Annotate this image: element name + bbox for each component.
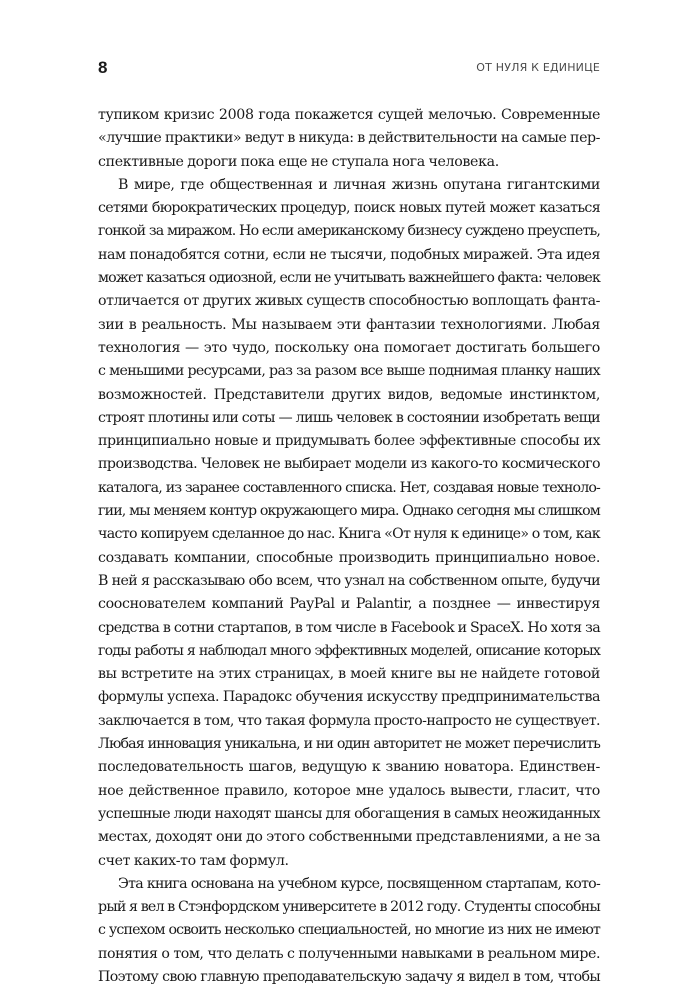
text-line: ное действенное правило, которое мне удалось вывести, гласит, что bbox=[98, 782, 600, 799]
text-line: сетями бюрократических процедур, поиск новых путей может казаться bbox=[98, 200, 600, 217]
running-title: ОТ НУЛЯ К ЕДИНИЦЕ bbox=[476, 61, 600, 74]
text-line: В мире, где общественная и личная жизнь опутана гигантскими bbox=[118, 176, 600, 193]
page-header bbox=[98, 58, 600, 82]
text-line: создавать компании, способные производить принципиально новое. bbox=[98, 549, 600, 566]
text-line: нам понадобятся сотни, если не тысячи, подобных миражей. Эта идея bbox=[98, 246, 600, 263]
text-line: отличается от других живых существ способностью воплощать фанта- bbox=[98, 293, 600, 310]
text-line: технология — это чудо, поскольку она помогает достигать большего bbox=[98, 339, 600, 356]
text-line: может казаться одиозной, если не учитывать важнейшего факта: человек bbox=[98, 270, 600, 287]
text-line: успешные люди находят шансы для обогащения в самых неожиданных bbox=[98, 805, 600, 822]
text-line: формулы успеха. Парадокс обучения искусству предпринимательства bbox=[98, 689, 600, 706]
text-line: рый я вел в Стэнфордском университете в 2012 году. Студенты способны bbox=[98, 899, 600, 916]
text-line: тупиком кризис 2008 года покажется сущей мелочью. Современные bbox=[98, 107, 600, 123]
text-line: Эта книга основана на учебном курсе, посвященном стартапам, кото- bbox=[118, 875, 600, 892]
text-line: В ней я рассказываю обо всем, что узнал на собственном опыте, будучи bbox=[98, 572, 600, 589]
text-line: спективные дороги пока еще не ступала нога человека. bbox=[98, 153, 499, 170]
text-line: производства. Человек не выбирает модели из какого-то космического bbox=[98, 456, 600, 473]
text-line: каталога, из заранее составленного списка. Нет, создавая новые техноло- bbox=[98, 479, 600, 496]
text-line: Поэтому свою главную преподавательскую задачу я видел в том, чтобы bbox=[98, 968, 600, 985]
text-line: заключается в том, что такая формула просто-напросто не существует. bbox=[98, 712, 600, 729]
body-text bbox=[98, 104, 600, 989]
text-line: вы встретите на этих страницах, в моей книге вы не найдете готовой bbox=[98, 666, 600, 683]
text-line: средства в сотни стартапов, в том числе в Facebook и SpaceX. Но хотя за bbox=[98, 619, 600, 636]
text-line: зии в реальность. Мы называем эти фантазии технологиями. Любая bbox=[98, 316, 600, 333]
page-number: 8 bbox=[98, 58, 108, 77]
text-line: гонкой за миражом. Но если американскому бизнесу суждено преуспеть, bbox=[98, 223, 600, 240]
text-line: с успехом освоить несколько специальностей, но многие из них не имеют bbox=[98, 922, 600, 939]
text-line: местах, доходят они до этого собственными представлениями, а не за bbox=[98, 829, 601, 846]
text-line: гии, мы меняем контур окружающего мира. Однако сегодня мы слишком bbox=[98, 503, 600, 520]
text-line: последовательность шагов, ведущую к званию новатора. Единствен- bbox=[98, 759, 600, 776]
text-line: часто копируем сделанное до нас. Книга «От нуля к единице» о том, как bbox=[98, 526, 600, 543]
text-line: возможностей. Представители других видов, ведомые инстинктом, bbox=[98, 386, 600, 403]
text-line: принципиально новые и придумывать более эффективные способы их bbox=[98, 433, 600, 450]
text-line: строят плотины или соты — лишь человек в состоянии изобретать вещи bbox=[98, 409, 600, 426]
text-line: понятия о том, что делать с полученными навыками в реальном мире. bbox=[98, 945, 600, 962]
text-line: с меньшими ресурсами, раз за разом все выше поднимая планку наших bbox=[98, 363, 600, 380]
text-line: счет каких-то там формул. bbox=[98, 852, 289, 869]
text-line: годы работы я наблюдал много эффективных моделей, описание которых bbox=[98, 642, 600, 659]
text-line: «лучшие практики» ведут в никуда: в действительности на самые пер- bbox=[98, 130, 600, 147]
text-line: Любая инновация уникальна, и ни один авторитет не может перечислить bbox=[98, 736, 600, 753]
text-line: сооснователем компаний PayPal и Palantir, а позднее — инвестируя bbox=[98, 596, 600, 613]
